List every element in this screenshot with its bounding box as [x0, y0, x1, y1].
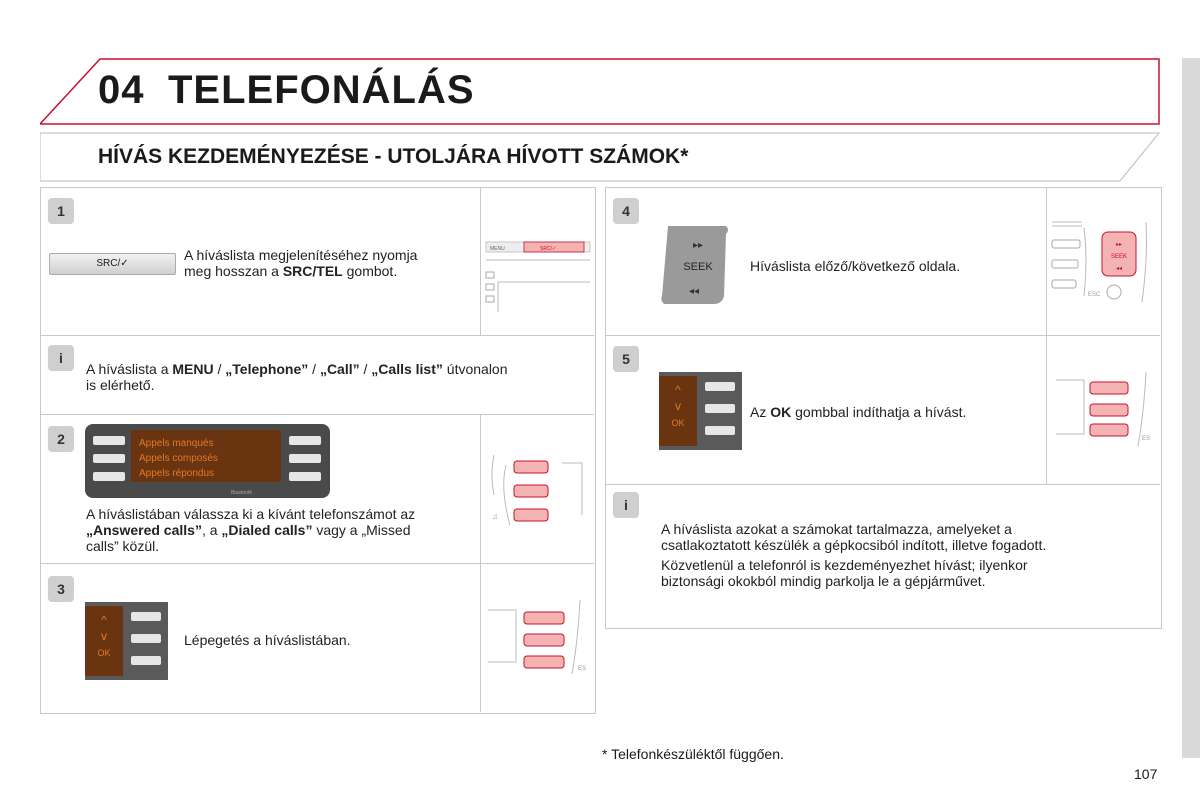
- svg-text:◂◂: ◂◂: [1115, 266, 1123, 272]
- screen-line: Appels composés: [139, 453, 218, 464]
- screen-line: Appels répondus: [139, 468, 215, 479]
- divider: [480, 415, 481, 563]
- svg-text:▸▸: ▸▸: [1115, 242, 1123, 248]
- side-buttons-illustration-3: [488, 600, 588, 680]
- es-label: ES: [1142, 436, 1151, 442]
- divider: [41, 335, 594, 336]
- seek-label: SEEK: [683, 261, 713, 273]
- src-label-small: SRC/✓: [540, 246, 557, 252]
- divider: [1046, 336, 1047, 484]
- svg-text:SEEK: SEEK: [1110, 254, 1128, 260]
- divider: [480, 188, 481, 335]
- page-edge-tab: [1182, 58, 1200, 758]
- step-1-text: A híváslista megjelenítéséhez nyomja meg hosszan a SRC/TEL gombot.: [184, 247, 418, 279]
- info-badge-2: i: [613, 492, 639, 518]
- info-badge-1: i: [48, 345, 74, 371]
- divider: [606, 335, 1160, 336]
- step-badge-1: 1: [48, 198, 74, 224]
- divider: [1046, 188, 1047, 335]
- chapter-title: TELEFONÁLÁS: [168, 68, 475, 112]
- seek-button-illustration: [660, 226, 730, 304]
- bluetooth-label: Bluetooth: [231, 490, 253, 496]
- svg-text:▸▸: ▸▸: [692, 240, 704, 251]
- page-number: 107: [1134, 766, 1158, 782]
- step-3-text: Lépegetés a híváslistában.: [184, 632, 351, 648]
- side-seek-illustration: [1048, 218, 1158, 308]
- chapter-number: 04: [98, 68, 145, 112]
- side-buttons-illustration-2: [488, 455, 588, 535]
- svg-text:v: v: [675, 399, 681, 413]
- ok-nav-illustration-5: [659, 372, 742, 450]
- step-4-text: Híváslista előző/következő oldala.: [750, 258, 961, 274]
- menu-label: MENU: [490, 246, 505, 252]
- info-2-text: A híváslista azokat a számokat tartalmazza, amelyeket a csatlakoztatott készülék a gépkocsiból indított, illetve fogadott. Közvetlenül a telefonról is kezdeményezhet hívást; ilyenkor biztonsági okokból mindig parkolja le a gépjárművet.: [661, 521, 1047, 589]
- side-buttons-illustration-5: [1054, 372, 1156, 452]
- esc-label: ESC: [1088, 292, 1101, 298]
- es-label: ES: [578, 666, 587, 672]
- src-tel-button: SRC/✓: [49, 253, 176, 275]
- divider: [41, 563, 594, 564]
- svg-text:♫: ♫: [492, 512, 498, 521]
- step-badge-2: 2: [48, 426, 74, 452]
- step-5-text: Az OK gombbal indíthatja a hívást.: [750, 404, 967, 420]
- svg-text:^: ^: [101, 613, 107, 627]
- step-2-text: A híváslistában válassza ki a kívánt telefonszámot az „Answered calls”, a „Dialed calls” vagy a „Missed calls” közül.: [86, 506, 416, 554]
- svg-text:v: v: [101, 629, 107, 643]
- section-title: HÍVÁS KEZDEMÉNYEZÉSE - UTOLJÁRA HÍVOTT SZÁMOK*: [98, 145, 689, 168]
- step-badge-3: 3: [48, 576, 74, 602]
- screen-line: Appels manqués: [139, 438, 214, 449]
- divider: [480, 564, 481, 712]
- svg-text:◂◂: ◂◂: [688, 286, 700, 297]
- step-badge-4: 4: [613, 198, 639, 224]
- ok-label: OK: [97, 648, 111, 658]
- info-1-text: A híváslista a MENU / „Telephone” / „Call” / „Calls list” útvonalon is elérhető.: [86, 361, 508, 393]
- radio-screen-illustration: [85, 424, 330, 498]
- svg-text:^: ^: [675, 383, 681, 397]
- divider: [41, 414, 594, 415]
- console-illustration-src: [484, 232, 592, 312]
- step-badge-5: 5: [613, 346, 639, 372]
- divider: [606, 484, 1160, 485]
- ok-nav-illustration-3: [85, 602, 168, 680]
- footnote: * Telefonkészüléktől függően.: [602, 746, 784, 762]
- ok-label: OK: [671, 418, 685, 428]
